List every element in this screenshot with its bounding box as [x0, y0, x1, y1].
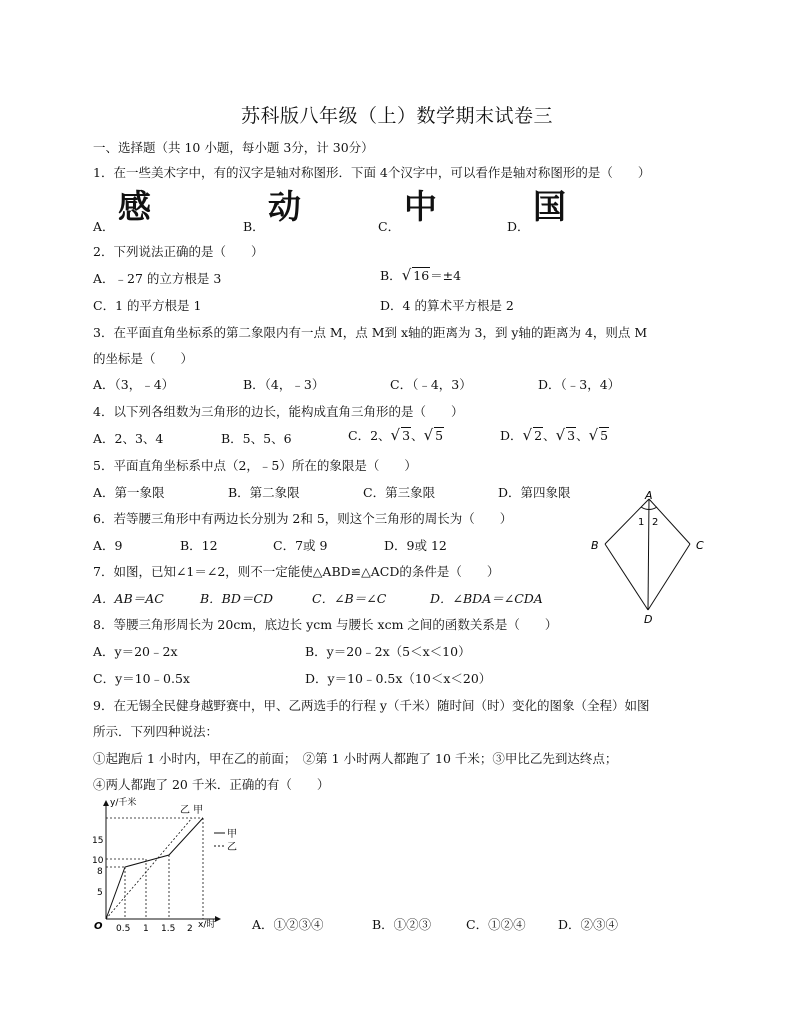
q7-option-d: D．∠BDA＝∠CDA — [430, 591, 543, 606]
radical-sign-icon: √ — [555, 426, 566, 444]
kite-figure — [585, 488, 715, 628]
q1-option-d-char: 国 — [533, 187, 566, 226]
q4-d-radicand-1: 2 — [534, 428, 543, 443]
distance-time-graph — [88, 795, 248, 935]
q6-option-d: D．9或 12 — [384, 538, 447, 553]
q4-d-radicand-2: 3 — [567, 428, 576, 443]
y-axis-label: y/千米 — [110, 798, 137, 808]
q4-option-c — [348, 426, 444, 444]
q1-option-a-label: A． — [93, 219, 115, 234]
q2-option-b — [380, 266, 461, 284]
question-3-stem-line2: 的坐标是（ ） — [93, 351, 194, 366]
q8-option-a: A．y＝20﹣2x — [93, 644, 178, 659]
question-2-stem: 2．下列说法正确的是（ ） — [93, 244, 264, 259]
angle-2-label: 2 — [652, 517, 659, 528]
series-jia-line — [106, 818, 203, 919]
y-tick-5: 5 — [97, 888, 103, 898]
q2-option-d: D．4 的算术平方根是 2 — [380, 298, 514, 313]
question-9-stem-line1: 9．在无锡全民健身越野赛中，甲、乙两选手的行程 y（千米）随时间（时）变化的图象（全程）如图 — [93, 698, 650, 713]
q9-option-b: B．①②③ — [372, 917, 432, 932]
q1-option-b-char: 动 — [268, 187, 301, 226]
q2-b-radicand: 16 — [413, 268, 430, 283]
q9-option-a: A．①②③④ — [252, 917, 324, 932]
question-1-stem: 1．在一些美术字中，有的汉字是轴对称图形．下面 4个汉字中，可以看作是轴对称图形的是（ ） — [93, 165, 651, 180]
q4-option-d — [500, 426, 609, 444]
origin-label: O — [94, 921, 103, 932]
vertex-a-label: A — [645, 489, 653, 502]
line-end-labels: 乙 甲 — [180, 805, 204, 816]
legend-jia-label: 甲 — [227, 829, 237, 840]
q4-option-b: B．5、5、6 — [221, 431, 292, 446]
question-4-stem: 4．以下列各组数为三角形的边长，能构成直角三角形的是（ ） — [93, 404, 464, 419]
q3-option-b: B．（4，﹣3） — [243, 377, 325, 392]
q9-statements-line2: ④两人都跑了 20 千米．正确的有（ ） — [93, 777, 330, 792]
x-axis-label: x/时 — [198, 920, 216, 930]
q3-option-d: D．（﹣3，4） — [538, 377, 621, 392]
section-header: 一、选择题（共 10 小题，每小题 3分，计 30分） — [93, 140, 374, 155]
q2-option-b-prefix: B． — [380, 268, 402, 283]
q7-option-b: B．BD＝CD — [200, 591, 273, 606]
q4-c-radicand-1: 3 — [402, 428, 411, 443]
q4-d-radicand-3: 5 — [600, 428, 609, 443]
q7-option-c: C．∠B＝∠C — [312, 591, 387, 606]
question-3-stem-line1: 3．在平面直角坐标系的第二象限内有一点 M，点 M到 x轴的距离为 3，到 y轴的距离为 4，则点 M — [93, 325, 648, 340]
radical-sign-icon: √ — [401, 266, 412, 284]
q5-option-b: B．第二象限 — [228, 485, 300, 500]
q6-option-c: C．7或 9 — [273, 538, 328, 553]
x-tick-2: 2 — [187, 924, 193, 934]
radical-sign-icon: √ — [423, 426, 434, 444]
question-5-stem: 5．平面直角坐标系中点（2，﹣5）所在的象限是（ ） — [93, 458, 417, 473]
q4-d-prefix: D． — [500, 428, 523, 443]
q8-option-c: C．y＝10﹣0.5x — [93, 671, 190, 686]
q4-c-separator: 、 — [411, 428, 424, 443]
segment-ad — [648, 499, 649, 610]
q9-option-d: D．②③④ — [558, 917, 619, 932]
page-title: 苏科版八年级（上）数学期末试卷三 — [241, 105, 554, 127]
q9-option-c: C．①②④ — [466, 917, 526, 932]
q4-c-prefix: C．2、 — [348, 428, 391, 443]
q1-option-c-label: C． — [378, 219, 401, 234]
q6-option-b: B．12 — [180, 538, 218, 553]
q1-option-c-char: 中 — [404, 187, 437, 226]
q4-d-separator-1: 、 — [543, 428, 556, 443]
segment-bd — [605, 544, 648, 610]
radical-sign-icon: √ — [588, 426, 599, 444]
q5-option-a: A．第一象限 — [93, 485, 165, 500]
q1-option-b-label: B． — [243, 219, 265, 234]
question-7-stem: 7．如图，已知∠1＝∠2，则不一定能使△ABD≌△ACD的条件是（ ） — [93, 564, 500, 579]
series-yi-line — [106, 818, 192, 919]
y-tick-10: 10 — [92, 856, 104, 866]
vertex-b-label: B — [591, 539, 599, 552]
q4-d-separator-2: 、 — [576, 428, 589, 443]
q2-option-c: C．1 的平方根是 1 — [93, 298, 202, 313]
q7-option-a: A．AB＝AC — [93, 591, 164, 606]
y-tick-15: 15 — [92, 836, 104, 846]
angle-1-label: 1 — [638, 517, 645, 528]
q3-option-c: C．（﹣4，3） — [390, 377, 472, 392]
q8-option-b: B．y＝20﹣2x（5＜x＜10） — [305, 644, 471, 659]
q3-option-a: A．（3，﹣4） — [93, 377, 175, 392]
vertex-d-label: D — [644, 613, 653, 626]
q8-option-d: D．y＝10﹣0.5x（10＜x＜20） — [305, 671, 492, 686]
q1-option-d-label: D． — [507, 219, 530, 234]
y-tick-8: 8 — [97, 867, 103, 877]
q1-option-a-char: 感 — [118, 187, 151, 226]
question-6-stem: 6．若等腰三角形中有两边长分别为 2和 5，则这个三角形的周长为（ ） — [93, 511, 513, 526]
vertex-c-label: C — [696, 539, 704, 552]
q2-option-a: A．﹣27 的立方根是 3 — [93, 271, 222, 286]
x-tick-1.5: 1.5 — [161, 924, 176, 934]
q4-option-a: A．2、3、4 — [93, 431, 164, 446]
q6-option-a: A．9 — [93, 538, 123, 553]
radical-sign-icon: √ — [522, 426, 533, 444]
segment-cd — [648, 544, 690, 610]
q9-statements-line1: ①起跑后 1 小时内，甲在乙的前面； ②第 1 小时两人都跑了 10 千米；③甲比乙先到达终点； — [93, 751, 618, 766]
radical-sign-icon: √ — [390, 426, 401, 444]
q5-option-c: C．第三象限 — [363, 485, 436, 500]
q2-option-b-suffix: ＝±4 — [430, 268, 462, 283]
question-8-stem: 8．等腰三角形周长为 20cm，底边长 ycm 与腰长 xcm 之间的函数关系是（ ） — [93, 617, 558, 632]
q4-c-radicand-2: 5 — [435, 428, 444, 443]
x-tick-0.5: 0.5 — [116, 924, 131, 934]
q5-option-d: D．第四象限 — [498, 485, 571, 500]
question-9-stem-line2: 所示．下列四种说法： — [93, 724, 219, 739]
legend-yi-label: 乙 — [227, 842, 237, 853]
x-tick-1: 1 — [143, 924, 149, 934]
